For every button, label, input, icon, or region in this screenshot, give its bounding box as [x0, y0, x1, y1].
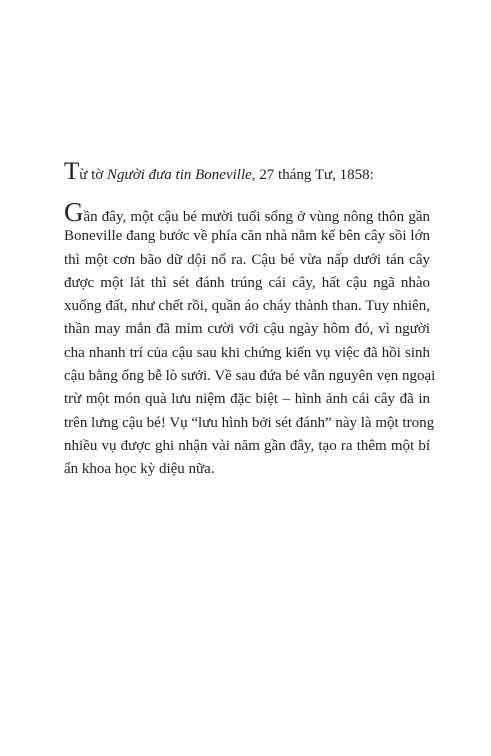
publication-name: Người đưa tin Boneville [107, 167, 252, 183]
article-line: được một lát thì sét đánh trúng cái cây, hất cậu ngã nhào [64, 274, 430, 291]
article-line: trên lưng cậu bé! Vụ “lưu hình bởi sét đánh” này là một trong [64, 414, 435, 431]
source-prefix: ừ tờ [79, 167, 108, 183]
source-citation [64, 158, 430, 186]
article-line: ẩn khoa học kỳ diệu nữa. [64, 461, 215, 478]
article-line: xuống đất, như chết rồi, quần áo cháy thành than. Tuy nhiên, [64, 298, 430, 315]
article-line: thì một cơn bão dữ dội nổ ra. Cậu bé vừa nấp dưới tán cây [64, 251, 430, 268]
article-line: trừ một món quà lưu niệm đặc biệt – hình ảnh cái cây đã in [64, 391, 430, 408]
article-line: Boneville đang bước về phía căn nhà nằm kế bên cây sồi lớn [64, 228, 430, 245]
article-line: cha nhanh trí của cậu sau khi chứng kiến vụ việc đã hồi sinh [64, 344, 430, 361]
publication-date: , 27 tháng Tư, 1858: [251, 167, 374, 183]
article-line: Gần đây, một cậu bé mười tuổi sống ở vùng nông thôn gần [64, 197, 430, 227]
book-page [64, 158, 436, 482]
article-initial: G [64, 197, 84, 227]
article-body [64, 197, 436, 482]
article-line: nhiều vụ được ghi nhận vài năm gần đây, tạo ra thêm một bí [64, 437, 430, 454]
article-line: cậu bằng ống bễ lò sưởi. Về sau đứa bé vẫn nguyên vẹn ngoại [64, 368, 436, 385]
source-initial: T [64, 158, 80, 185]
article-line: thần may mắn đã mỉm cười với cậu ngày hôm đó, vì người [64, 321, 430, 338]
